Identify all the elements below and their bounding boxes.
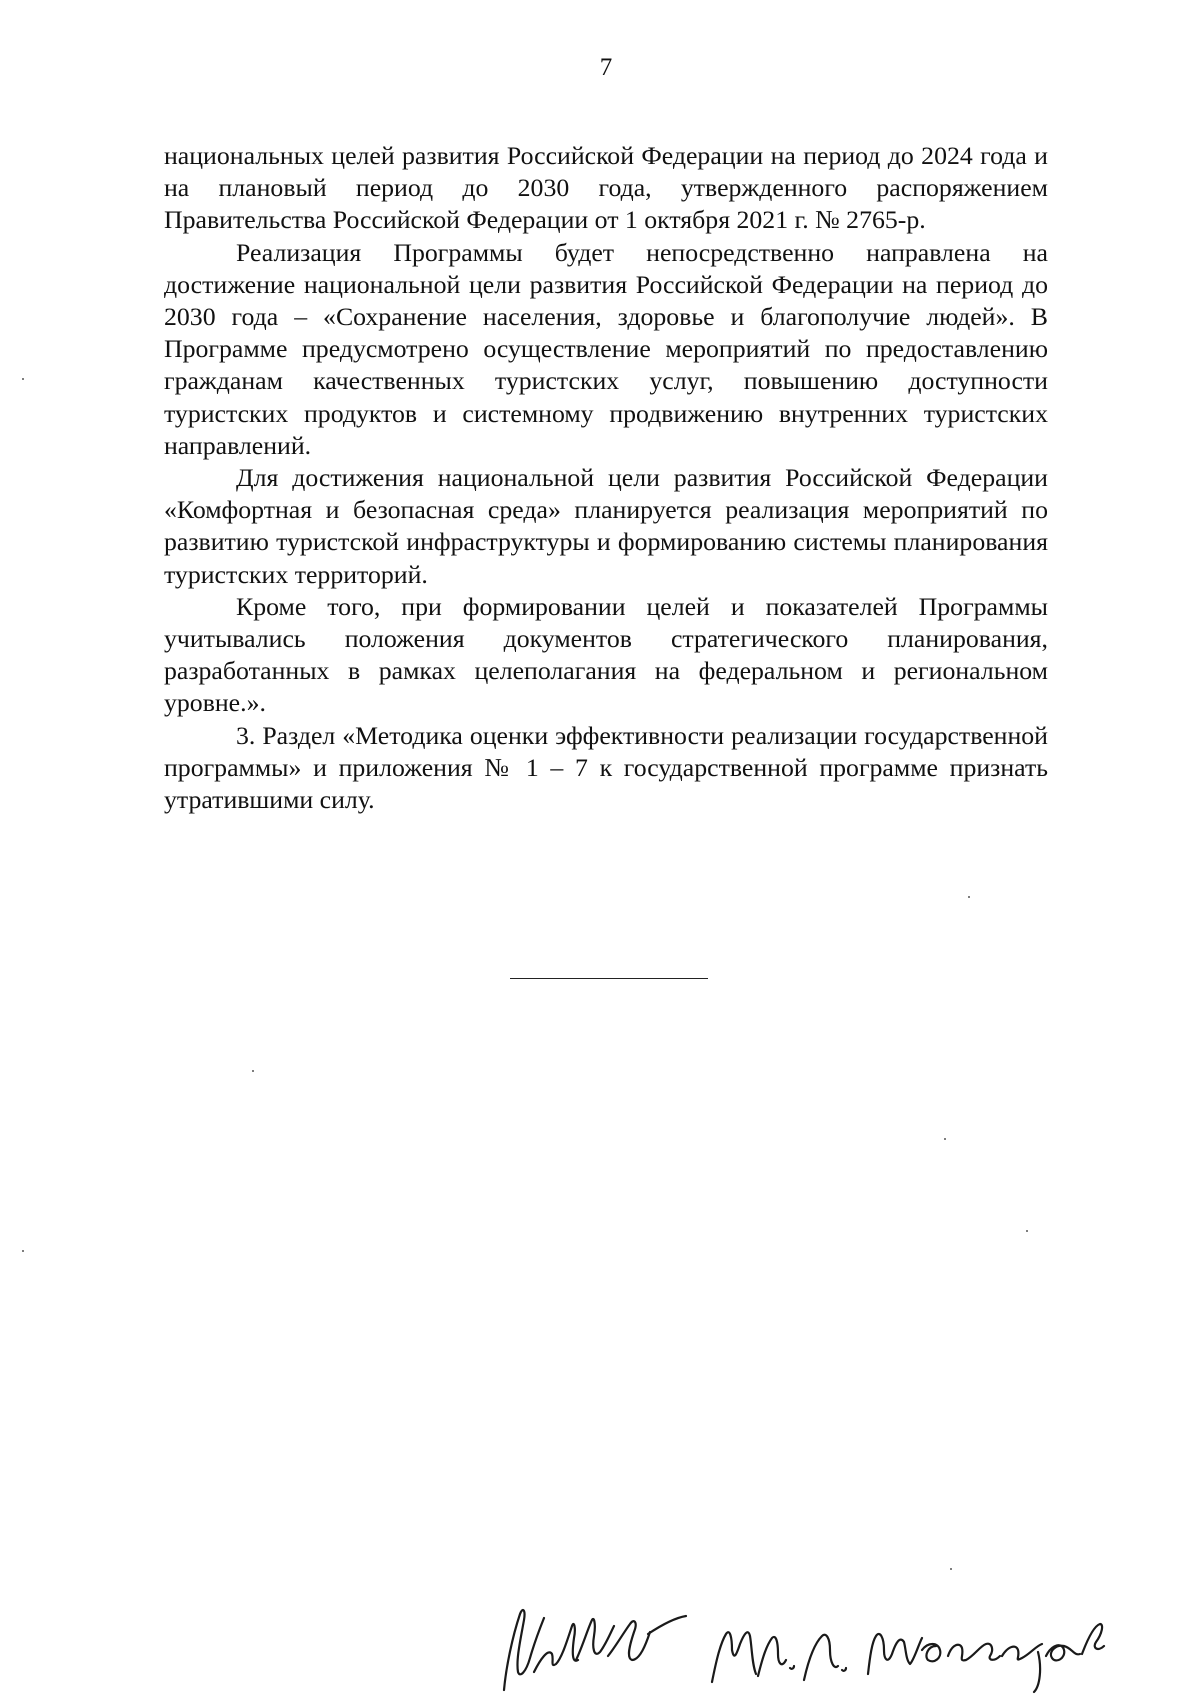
document-body [164,140,1048,816]
scan-speck [968,896,970,898]
paragraph-national-goal: Реализация Программы будет непосредственно направлена на достижение национальной цели развития Российской Федерации на период до 2030 года – «Сохранение населения, здоровье и благополучие людей». В Программе предусмотрено осуществление мероприятий по предоставлению гражданам качественных туристских услуг, повышению доступности туристских продуктов и системному продвижению внутренних туристских направлений. [164,237,1048,460]
scan-speck [944,1138,946,1140]
section-divider [510,978,708,979]
scan-speck [252,1070,254,1072]
scan-speck [1026,1230,1028,1232]
scan-speck [22,1250,24,1252]
handwritten-signature [490,1598,1110,1696]
paragraph-item-3: 3. Раздел «Методика оценки эффективности реализации государственной программы» и приложения № 1 – 7 к государственной программе признать утратившими силу. [164,720,1048,815]
paragraph-continuation: национальных целей развития Российской Федерации на период до 2024 года и на плановый период до 2030 года, утвержденного распоряжением Правительства Российской Федерации от 1 октября 2021 г. № 2765-р. [164,141,1048,235]
scan-speck [22,378,24,380]
paragraph-strategic-documents: Кроме того, при формировании целей и показателей Программы учитывались положения документов стратегического планирования, разработанных в рамках целеполагания на федеральном и региональном уровне.». [164,591,1048,718]
page-number: 7 [599,54,613,81]
scan-speck [950,1568,952,1570]
paragraph-comfortable-environment: Для достижения национальной цели развития Российской Федерации «Комфортная и безопасная среда» планируется реализация мероприятий по развитию туристской инфраструктуры и формированию системы планирования туристских территорий. [164,463,1048,589]
